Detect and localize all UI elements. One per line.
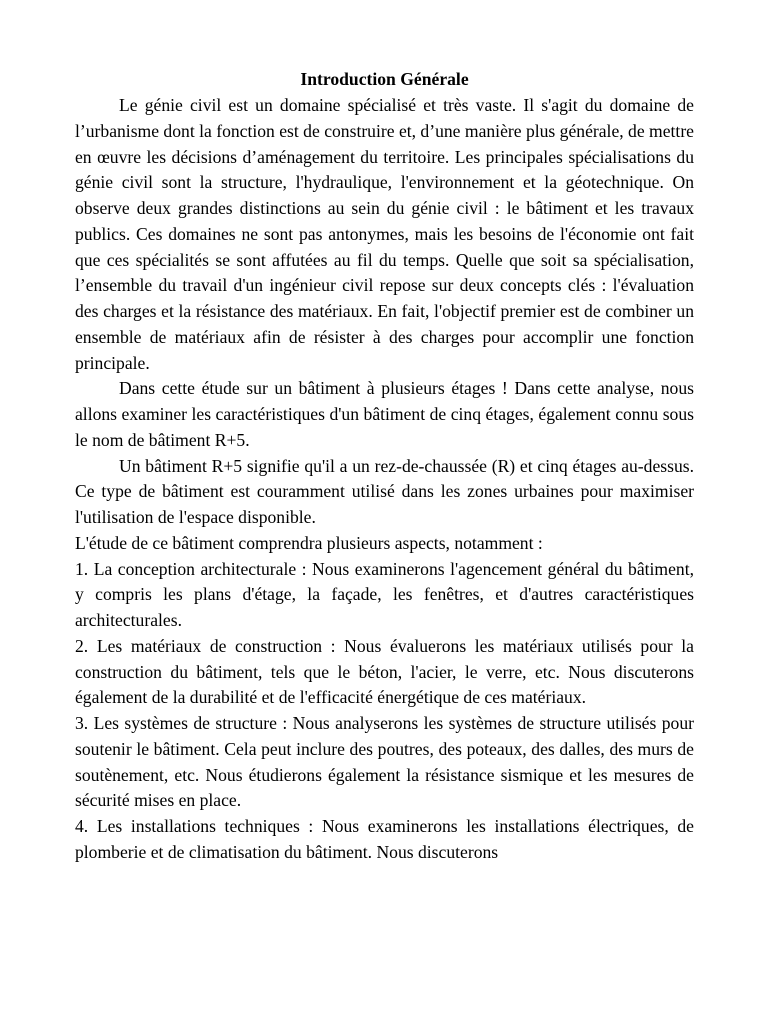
list-item-installations: 4. Les installations techniques : Nous examinerons les installations électriques, de plomberie et de climatisation du bâtiment. Nous discuterons — [75, 816, 694, 862]
paragraph-genie-civil: Le génie civil est un domaine spécialisé et très vaste. Il s'agit du domaine de l’urbanisme dont la fonction est de construire et, d’une manière plus générale, de mettre en œuvre les décisions d’aménagement du territoire. Les principales spécialisations du génie civil sont la structure, l'hydraulique, l'environnement et la géotechnique. On observe deux grandes distinctions au sein du génie civil : le bâtiment et les travaux publics. Ces domaines ne sont pas antonymes, mais les besoins de l'économie ont fait que ces spécialités se sont affutées au fil du temps. Quelle que soit sa spécialisation, l’ensemble du travail d'un ingénieur civil repose sur deux concepts clés : l'évaluation des charges et la résistance des matériaux. En fait, l'objectif premier est de combiner un ensemble de matériaux afin de résister à des charges pour accomplir une fonction principale. — [75, 95, 694, 373]
list-item-structure: 3. Les systèmes de structure : Nous analyserons les systèmes de structure utilisés pour soutenir le bâtiment. Cela peut inclure des poutres, des poteaux, des dalles, des murs de soutènement, etc. Nous étudierons également la résistance sismique et les mesures de sécurité mises en place. — [75, 713, 694, 811]
list-item-conception: 1. La conception architecturale : Nous examinerons l'agencement général du bâtiment, y compris les plans d'étage, la façade, les fenêtres, et d'autres caractéristiques architecturales. — [75, 558, 694, 630]
list-item-materiaux: 2. Les matériaux de construction : Nous évaluerons les matériaux utilisés pour la construction du bâtiment, tels que le béton, l'acier, le verre, etc. Nous discuterons également de la durabilité et de l'efficacité énergétique de ces matériaux. — [75, 635, 694, 708]
paragraph-etude-batiment: Dans cette étude sur un bâtiment à plusieurs étages ! Dans cette analyse, nous allons examiner les caractéristiques d'un bâtiment de cinq étages, également connu sous le nom de bâtiment R+5. — [75, 378, 694, 450]
document-page — [75, 66, 694, 866]
list-intro: L'étude de ce bâtiment comprendra plusieurs aspects, notamment : — [75, 532, 543, 553]
document-title: Introduction Générale — [300, 69, 469, 89]
paragraph-r5-definition: Un bâtiment R+5 signifie qu'il a un rez-de-chaussée (R) et cinq étages au-dessus. Ce type de bâtiment est couramment utilisé dans les zones urbaines pour maximiser l'utilisation de l'espace disponible. — [75, 455, 694, 527]
